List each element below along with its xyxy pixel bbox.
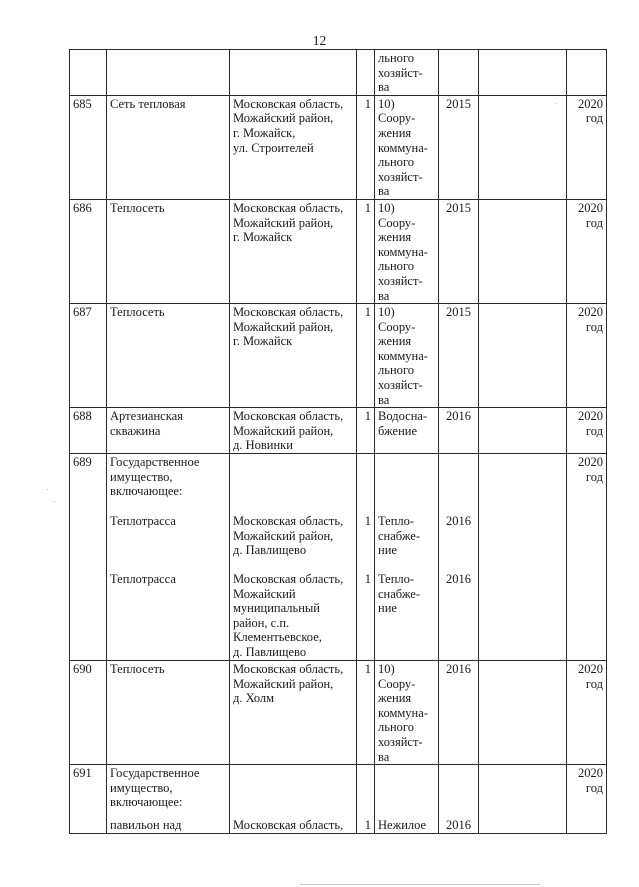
table-row	[70, 661, 607, 765]
cell-period	[567, 50, 607, 96]
cell-type: 10) Соору- жения коммуна- льного хозяйст- ва	[375, 95, 439, 199]
item-name: павильон над	[110, 818, 182, 833]
cell-year: 2016	[439, 408, 479, 454]
item-quantity: 1	[364, 514, 371, 529]
scan-edge-line	[300, 884, 540, 885]
item-type: Тепло- снабже- ние	[378, 572, 421, 616]
cell-number	[70, 50, 107, 96]
table-row	[70, 765, 607, 834]
cell-type	[375, 765, 439, 834]
cell-quantity: 1	[357, 199, 375, 303]
item-quantity: 1	[364, 818, 371, 833]
cell-period: 2020 год	[567, 304, 607, 408]
cell-name: Сеть тепловая	[107, 95, 230, 199]
item-type: Нежилое	[378, 818, 427, 833]
cell-type: 10) Соору- жения коммуна- льного хозяйст- ва	[375, 304, 439, 408]
cell-quantity: 1	[357, 408, 375, 454]
cell-name	[107, 765, 230, 834]
cell-type: 10) Соору- жения коммуна- льного хозяйст- ва	[375, 199, 439, 303]
cell-quantity: 1	[357, 661, 375, 765]
cell-type: Водосна- бжение	[375, 408, 439, 454]
cell-location	[230, 454, 357, 661]
cell-quantity	[357, 50, 375, 96]
cell-location	[230, 765, 357, 834]
cell-number: 686	[70, 199, 107, 303]
cell-number: 687	[70, 304, 107, 408]
table-row	[70, 199, 607, 303]
cell-type	[375, 454, 439, 661]
cell-quantity	[357, 454, 375, 661]
item-name: Теплотрасса	[110, 514, 176, 529]
item-location: Московская область, Можайский район, д. Павлищево	[233, 514, 344, 558]
table-row	[70, 408, 607, 454]
cell-blank	[479, 50, 567, 96]
item-quantity: 1	[364, 572, 371, 587]
scan-speck	[47, 489, 48, 490]
cell-blank	[479, 765, 567, 834]
page-number: 12	[312, 33, 327, 48]
cell-name: Теплосеть	[107, 199, 230, 303]
cell-period: 2020 год	[567, 199, 607, 303]
item-year: 2016	[446, 818, 471, 833]
item-type: Тепло- снабже- ние	[378, 514, 421, 558]
group-heading: Государственное имущество, включающее:	[110, 455, 200, 499]
cell-number: 691	[70, 765, 107, 834]
cell-period: 2020 год	[567, 454, 607, 661]
cell-type: 10) Соору- жения коммуна- льного хозяйст- ва	[375, 661, 439, 765]
cell-year	[439, 50, 479, 96]
cell-number: 685	[70, 95, 107, 199]
cell-number: 688	[70, 408, 107, 454]
cell-year: 2015	[439, 199, 479, 303]
cell-name	[107, 454, 230, 661]
item-name: Теплотрасса	[110, 572, 176, 587]
cell-name: Теплосеть	[107, 661, 230, 765]
cell-year	[439, 765, 479, 834]
cell-number: 690	[70, 661, 107, 765]
cell-blank	[479, 408, 567, 454]
scan-speck	[555, 103, 556, 104]
cell-blank	[479, 304, 567, 408]
cell-period: 2020 год	[567, 95, 607, 199]
cell-blank	[479, 661, 567, 765]
cell-name: Теплосеть	[107, 304, 230, 408]
cell-location	[230, 50, 357, 96]
cell-quantity: 1	[357, 95, 375, 199]
cell-location: Московская область, Можайский район, г. Можайск, ул. Строителей	[230, 95, 357, 199]
table-row	[70, 304, 607, 408]
cell-quantity: 1	[357, 304, 375, 408]
scan-speck	[54, 501, 55, 502]
table-row-continued	[70, 50, 607, 96]
table-row	[70, 454, 607, 661]
cell-number: 689	[70, 454, 107, 661]
cell-name	[107, 50, 230, 96]
cell-location: Московская область, Можайский район, г. Можайск	[230, 304, 357, 408]
item-year: 2016	[446, 514, 471, 529]
cell-type: льного хозяйст- ва	[375, 50, 439, 96]
cell-period: 2020 год	[567, 765, 607, 834]
cell-year: 2016	[439, 661, 479, 765]
cell-quantity	[357, 765, 375, 834]
cell-blank	[479, 199, 567, 303]
cell-period: 2020 год	[567, 661, 607, 765]
item-location: Московская область,	[233, 818, 344, 833]
group-heading: Государственное имущество, включающее:	[110, 766, 200, 810]
cell-blank	[479, 454, 567, 661]
cell-year: 2015	[439, 304, 479, 408]
property-registry-table	[69, 49, 607, 834]
cell-period: 2020 год	[567, 408, 607, 454]
cell-location: Московская область, Можайский район, г. Можайск	[230, 199, 357, 303]
item-year: 2016	[446, 572, 471, 587]
cell-blank	[479, 95, 567, 199]
cell-year: 2015	[439, 95, 479, 199]
item-location: Московская область, Можайский муниципальный район, с.п. Клементьевское, д. Павлищево	[233, 572, 344, 659]
table-row	[70, 95, 607, 199]
cell-location: Московская область, Можайский район, д. Новинки	[230, 408, 357, 454]
cell-name: Артезианская скважина	[107, 408, 230, 454]
cell-location: Московская область, Можайский район, д. Холм	[230, 661, 357, 765]
cell-year	[439, 454, 479, 661]
